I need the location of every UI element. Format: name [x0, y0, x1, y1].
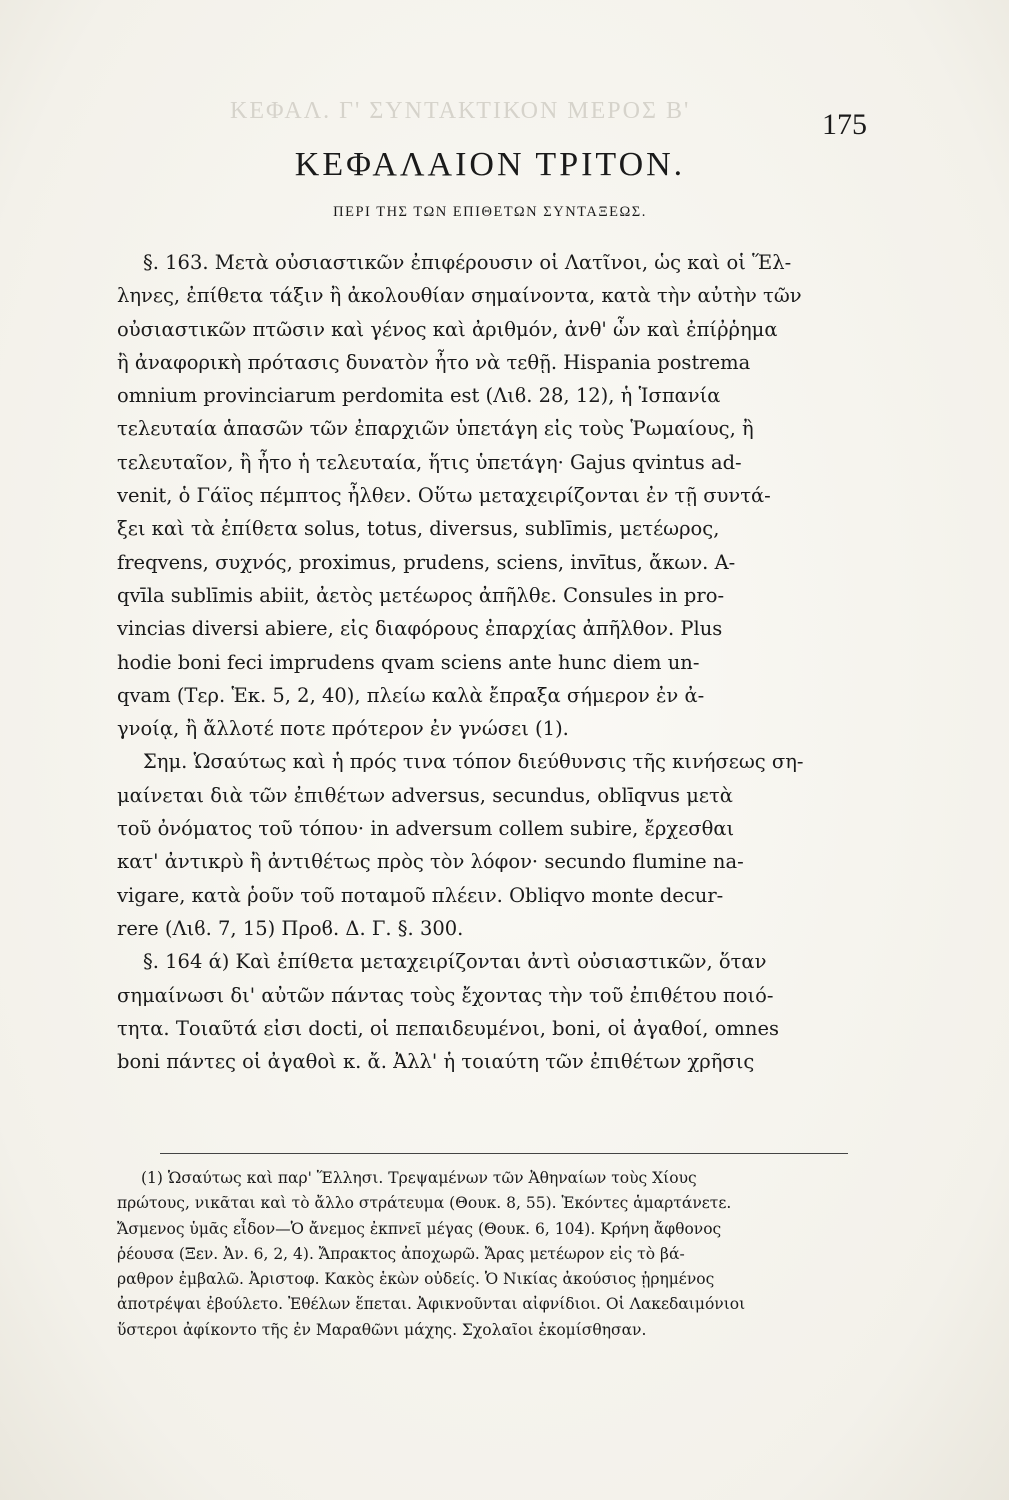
- footnote-line: (1) Ὡσαύτως καὶ παρ' Ἕλλησι. Τρεψαμένων τῶν Ἀθηναίων τοὺς Χίους: [141, 1169, 697, 1187]
- text-line: γνοίᾳ, ἢ ἄλλοτέ ποτε πρότερον ἐν γνώσει (1).: [117, 717, 569, 741]
- footnote-line: ῥέουσα (Ξεν. Ἀν. 6, 2, 4). Ἄπρακτος ἀποχωρῶ. Ἄρας μετέωρον εἰς τὸ βά-: [117, 1244, 685, 1263]
- footnote-line: ραθρον ἐμβαλῶ. Ἀριστοφ. Κακὸς ἑκὼν οὐδείς. Ὁ Νικίας ἀκούσιος ᾑρημένος: [117, 1270, 715, 1289]
- text-line: μαίνεται διὰ τῶν ἐπιθέτων adversus, secundus, oblīqvus μετὰ: [117, 783, 733, 807]
- footnote: [117, 1166, 855, 1343]
- text-line: venit, ὁ Γάϊος πέμπτος ἦλθεν. Οὕτω μεταχειρίζονται ἐν τῇ συντά-: [117, 484, 771, 508]
- page-number: 175: [822, 108, 867, 141]
- text-line: vigare, κατὰ ῥοῦν τοῦ ποταμοῦ πλέειν. Obliqvo monte decur-: [117, 883, 724, 907]
- chapter-title: ΚΕΦΑΛΑΙΟΝ ΤΡΙΤΟΝ.: [294, 146, 686, 183]
- text-line: boni πάντες οἱ ἀγαθοὶ κ. ἄ. Ἀλλ' ἡ τοιαύτη τῶν ἐπιθέτων χρῆσις: [117, 1050, 755, 1074]
- footnote-line: ὕστεροι ἀφίκοντο τῆς ἐν Μαραθῶνι μάχης. Σχολαῖοι ἐκομίσθησαν.: [117, 1320, 647, 1339]
- text-line: ἢ ἀναφορικὴ πρότασις δυνατὸν ἦτο νὰ τεθῇ. Hispania postrema: [117, 350, 751, 374]
- text-line: qvīla sublīmis abiit, ἀετὸς μετέωρος ἀπῆλθε. Consules in pro-: [117, 583, 725, 607]
- note-line: Σημ. Ὡσαύτως καὶ ἡ πρός τινα τόπον διεύθυνσις τῆς κινήσεως ση-: [143, 750, 804, 774]
- footnote-line: πρώτους, νικᾶται καὶ τὸ ἄλλο στράτευμα (Θουκ. 8, 55). Ἑκόντες ἁμαρτάνετε.: [117, 1194, 732, 1213]
- text-line: σημαίνωσι δι' αὐτῶν πάντας τοὺς ἔχοντας τὴν τοῦ ἐπιθέτου ποιό-: [117, 983, 774, 1007]
- text-line: τελευταία ἁπασῶν τῶν ἐπαρχιῶν ὑπετάγη εἰς τοὺς Ῥωμαίους, ἢ: [117, 417, 754, 441]
- text-line: freqvens, συχνός, proximus, prudens, sciens, invītus, ἄκων. A-: [117, 550, 736, 574]
- text-line: qvam (Τερ. Ἑκ. 5, 2, 40), πλείω καλὰ ἔπραξα σήμερον ἐν ἀ-: [117, 683, 705, 707]
- text-line: τοῦ ὀνόματος τοῦ τόπου· in adversum collem subire, ἔρχεσθαι: [117, 817, 735, 841]
- text-line: §. 163. Μετὰ οὐσιαστικῶν ἐπιφέρουσιν οἱ Λατῖνοι, ὡς καὶ οἱ Ἕλ-: [143, 251, 792, 274]
- text-line: vincias diversi abiere, εἰς διαφόρους ἐπαρχίας ἀπῆλθον. Plus: [117, 617, 723, 641]
- text-line: τελευταῖον, ἢ ἦτο ἡ τελευταία, ἥτις ὑπετάγη· Gajus qvintus ad-: [117, 450, 742, 474]
- footnote-line: ἀποτρέψαι ἐβούλετο. Ἐθέλων ἕπεται. Ἀφικνοῦνται αἰφνίδιοι. Οἱ Λακεδαιμόνιοι: [117, 1295, 746, 1314]
- text-line: ξει καὶ τὰ ἐπίθετα solus, totus, diversus, sublīmis, μετέωρος,: [117, 517, 720, 541]
- text-line: οὐσιαστικῶν πτῶσιν καὶ γένος καὶ ἀριθμόν, ἀνθ' ὧν καὶ ἐπίῤῥημα: [117, 317, 778, 341]
- text-line: κατ' ἀντικρὺ ἢ ἀντιθέτως πρὸς τὸν λόφον· secundo flumine na-: [117, 850, 744, 874]
- text-line: hodie boni feci imprudens qvam sciens ante hunc diem un-: [117, 650, 700, 674]
- text-line: omnium provinciarum perdomita est (Λιϐ. 28, 12), ἡ Ἱσπανία: [117, 384, 721, 408]
- main-text: [117, 246, 855, 1078]
- section-line: §. 164 ά) Καὶ ἐπίθετα μεταχειρίζονται ἀντὶ οὐσιαστικῶν, ὅταν: [143, 950, 767, 974]
- text-line: τητα. Τοιαῦτά εἰσι docti, οἱ πεπαιδευμένοι, boni, οἱ ἀγαθοί, omnes: [117, 1016, 780, 1040]
- bleed-through-text: ΚΕΦΑΛ. Γ' ΣΥΝΤΑΚΤΙΚΟΝ ΜΕΡΟΣ Β': [230, 98, 691, 124]
- text-line: ληνες, ἐπίθετα τάξιν ἢ ἀκολουθίαν σημαίνοντα, κατὰ τὴν αὐτὴν τῶν: [117, 284, 802, 308]
- text-line: rere (Λιϐ. 7, 15) Προϐ. Δ. Γ. §. 300.: [117, 916, 464, 940]
- footnote-divider: [160, 1153, 848, 1154]
- chapter-subtitle: ΠΕΡΙ ΤΗΣ ΤΩΝ ΕΠΙΘΕΤΩΝ ΣΥΝΤΑΞΕΩΣ.: [333, 204, 647, 220]
- footnote-line: Ἄσμενος ὑμᾶς εἶδον—Ὁ ἄνεμος ἐκπνεῖ μέγας (Θουκ. 6, 104). Κρήνη ἄφθονος: [117, 1219, 722, 1238]
